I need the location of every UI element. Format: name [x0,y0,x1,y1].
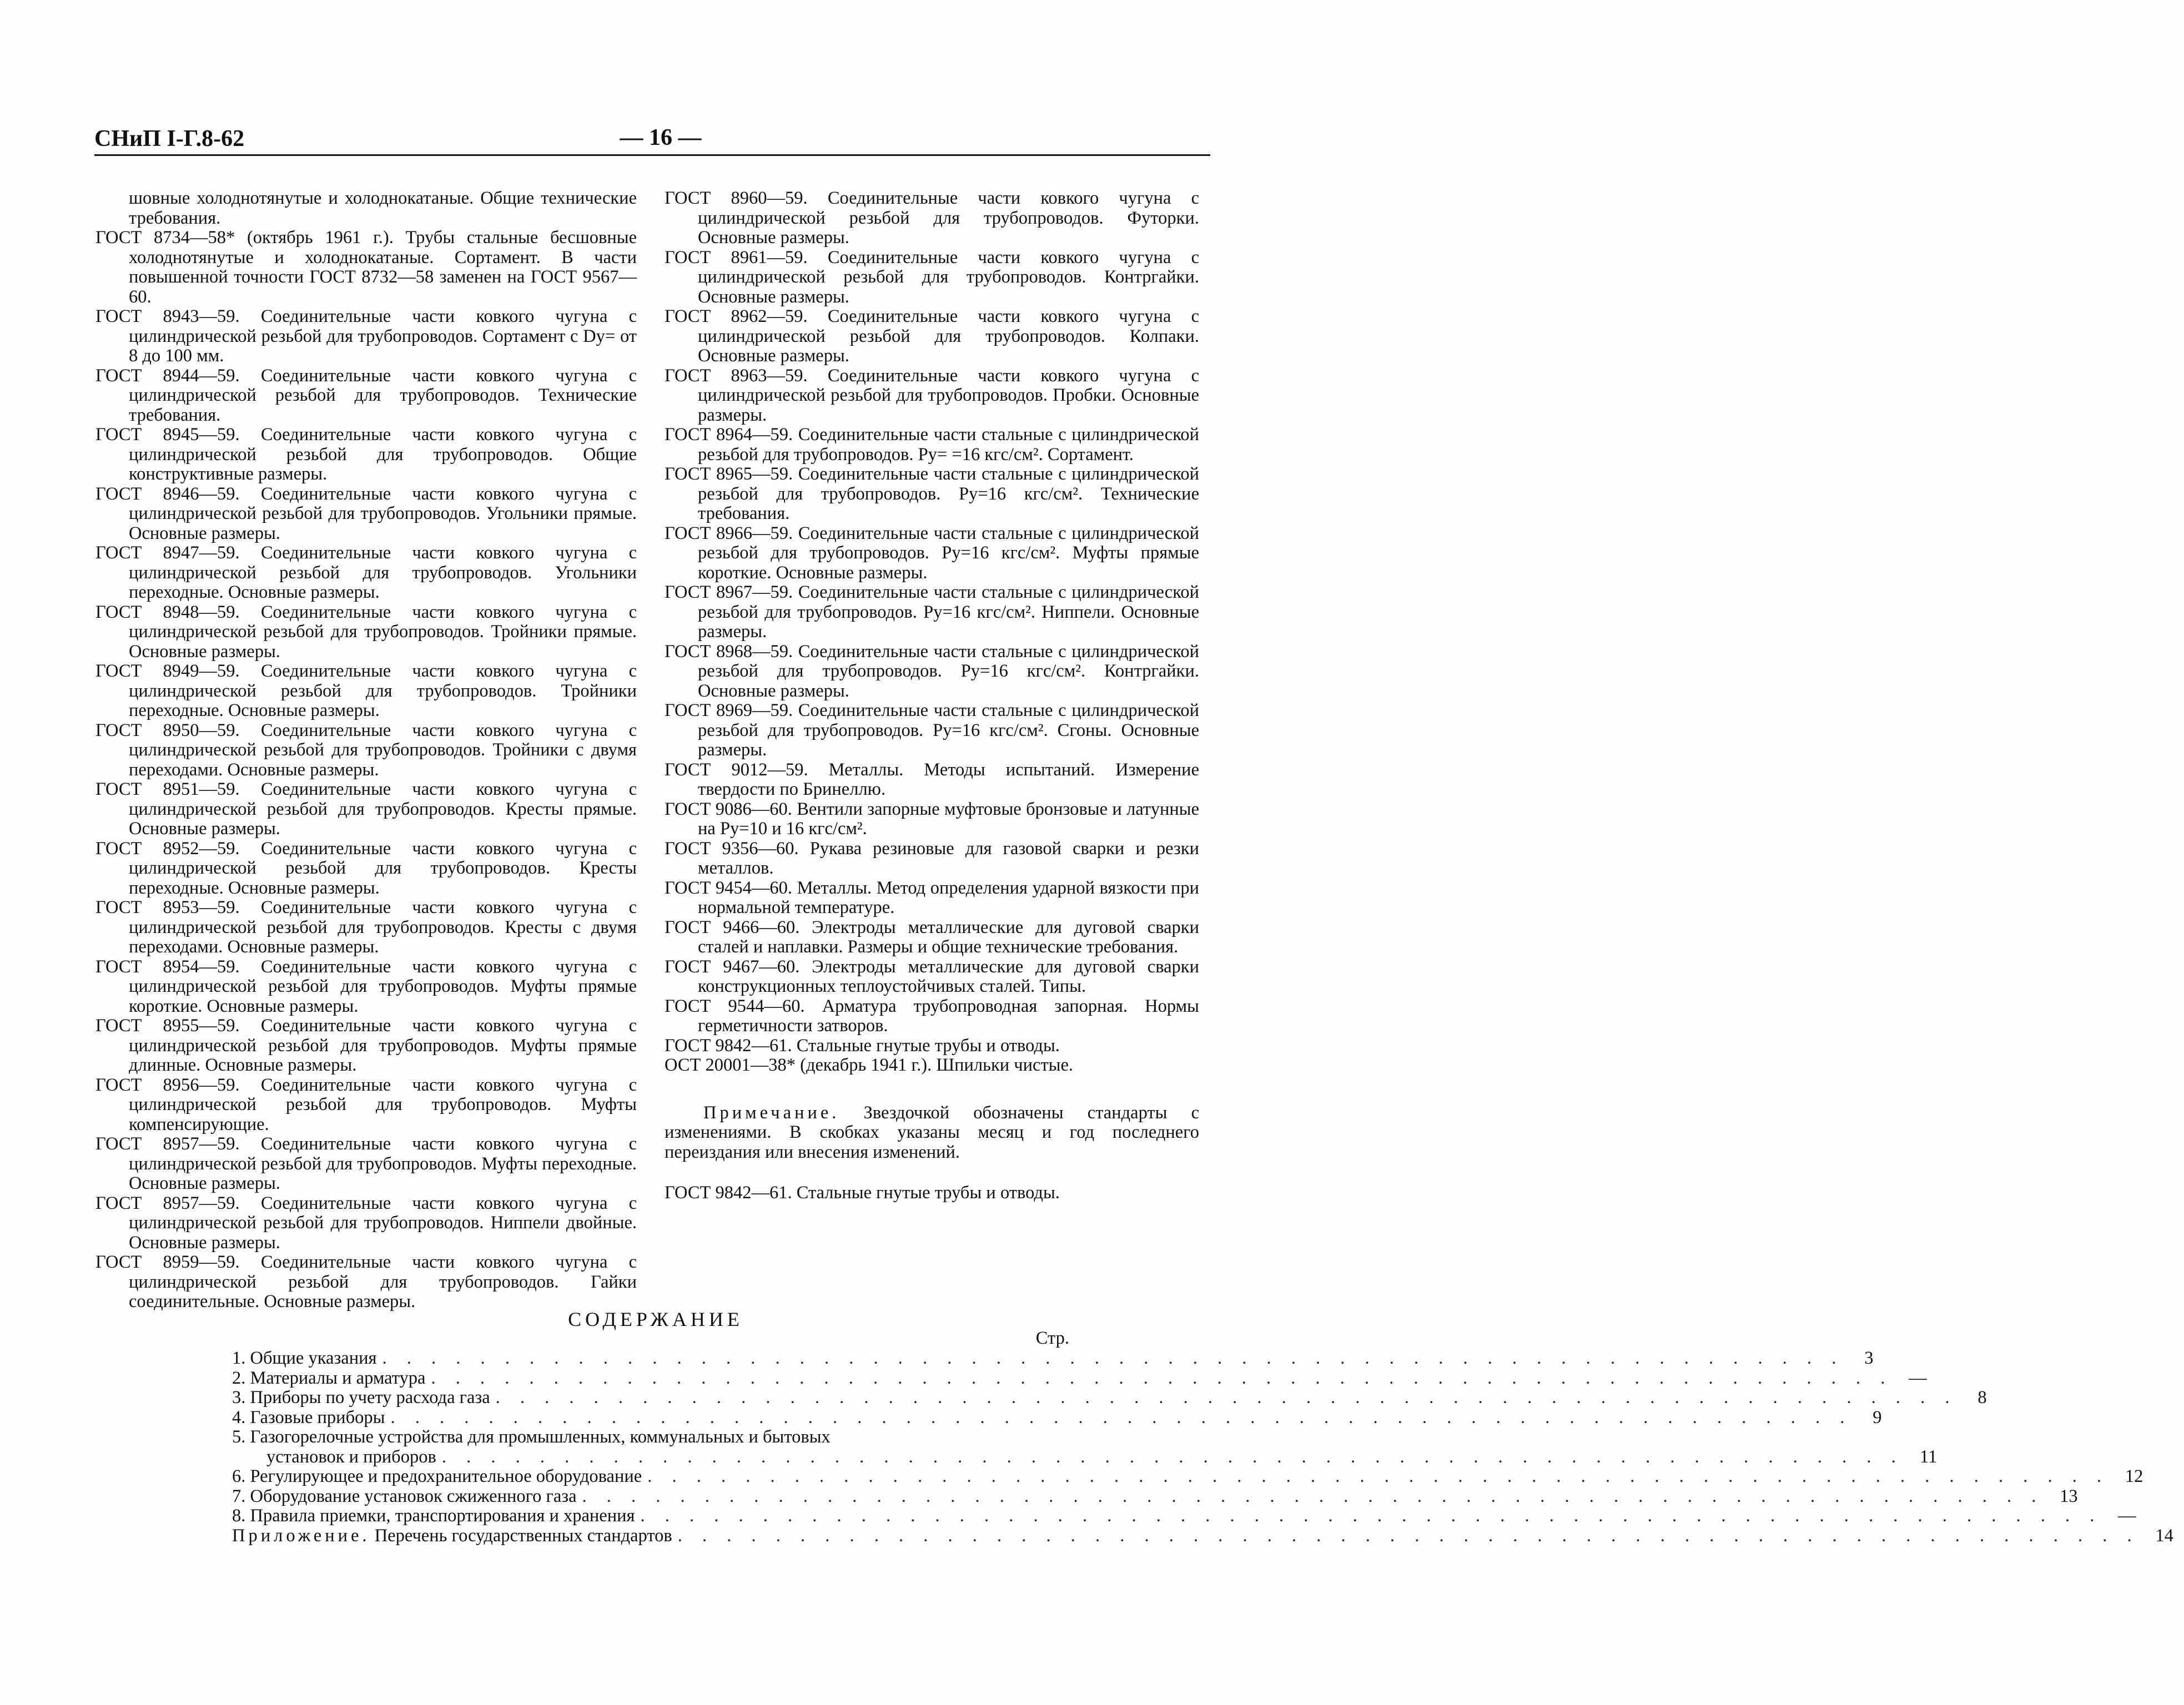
standard-entry: ГОСТ 8951—59. Соединительные части ковкого чугуна с цилиндрической резьбой для трубопроводов. Кресты прямые. Основные размеры. [95,779,637,839]
toc-item-text: Перечень государственных стандартов [370,1525,672,1546]
standard-entry: ГОСТ 8950—59. Соединительные части ковкого чугуна с цилиндрической резьбой для трубопроводов. Тройники с двумя переходами. Основные размеры. [95,720,637,780]
standard-entry: ГОСТ 8943—59. Соединительные части ковкого чугуна с цилиндрической резьбой для трубопроводов. Сортамент с Dy= от 8 до 100 мм. [95,306,637,366]
toc-item-label: 5. Газогорелочные устройства для промышленных, коммунальных и бытовых [232,1427,831,1447]
standard-entry: ГОСТ 8955—59. Соединительные части ковкого чугуна с цилиндрической резьбой для трубопроводов. Муфты прямые длинные. Основные размеры. [95,1016,637,1075]
standard-entry: ГОСТ 8949—59. Соединительные части ковкого чугуна с цилиндрической резьбой для трубопроводов. Тройники переходные. Основные размеры. [95,661,637,720]
toc-item [232,1388,1987,1408]
toc-leader-dots: . . . . . . . . . . . . . . . . . . . . . . . . . . . . . . . . . . . . . . . . . . . . . . . . . . . . . . . . . . . . [677,1525,2140,1546]
standard-entry-repeated: ГОСТ 9842—61. Стальные гнутые трубы и отводы. [665,1183,1060,1203]
document-code: СНиП I-Г.8-62 [94,126,245,152]
toc-item [232,1427,1938,1467]
toc-item-page: 12 [2125,1466,2143,1486]
standard-entry: ГОСТ 8945—59. Соединительные части ковкого чугуна с цилиндрической резьбой для трубопроводов. Общие конструктивные размеры. [95,425,637,484]
toc-item-label [232,1349,376,1369]
standard-entry: ГОСТ 9454—60. Металлы. Метод определения ударной вязкости при нормальной температуре. [665,877,1199,917]
note-paragraph [665,1103,1199,1163]
toc-item-page: — [2118,1506,2136,1526]
toc-leader-dots: . . . . . . . . . . . . . . . . . . . . . . . . . . . . . . . . . . . . . . . . . . . . . . . . . . . . . . . . . . . . [495,1388,1957,1408]
note-text: Звездочкой обозначены стандарты с изменениями. В скобках указаны месяц и год последнего переиздания или внесения изменений. [665,1102,1199,1162]
toc-item-label [232,1408,385,1428]
standard-entry: ГОСТ 8966—59. Соединительные части стальные с цилиндрической резьбой для трубопроводов. Py=16 кгс/см². Муфты прямые короткие. Основные размеры. [665,523,1199,583]
toc-title: СОДЕРЖАНИЕ [568,1308,743,1330]
standard-entry: ГОСТ 8959—59. Соединительные части ковкого чугуна с цилиндрической резьбой для трубопроводов. Гайки соединительные. Основные размеры. [95,1252,637,1311]
toc-item [232,1506,2136,1526]
standard-entry: ГОСТ 9467—60. Электроды металлические для дуговой сварки конструкционных теплоустойчивых сталей. Типы. [665,956,1199,996]
standard-entry: ГОСТ 8965—59. Соединительные части стальные с цилиндрической резьбой для трубопроводов. Py=16 кгс/см². Технические требования. [665,464,1199,523]
toc-leader-dots: . . . . . . . . . . . . . . . . . . . . . . . . . . . . . . . . . . . . . . . . . . . . . . . . . . . . . . . . . . . . [640,1506,2102,1526]
toc-items [232,1348,2173,1546]
note-label: Примечание. [703,1102,840,1123]
toc-item-label [232,1369,425,1389]
toc-appendix-label: Приложение. [232,1525,370,1546]
right-column [665,189,1199,1203]
standard-entry: ГОСТ 8956—59. Соединительные части ковкого чугуна с цилиндрической резьбой для трубопроводов. Муфты компенсирующие. [95,1075,637,1134]
toc-leader-dots: . . . . . . . . . . . . . . . . . . . . . . . . . . . . . . . . . . . . . . . . . . . . . . . . . . . . . . . . . . . . [441,1446,1904,1467]
standard-entry: ГОСТ 8969—59. Соединительные части стальные с цилиндрической резьбой для трубопроводов. Py=16 кгс/см². Сгоны. Основные размеры. [665,700,1199,760]
toc-item-text: 7. Оборудование установок сжиженного газа [232,1486,577,1506]
standard-entry: ГОСТ 8734—58* (октябрь 1961 г.). Трубы стальные бесшовные холоднотянутые и холоднокатаные. Сортамент. В части повышенной точности ГОСТ 8732—58 заменен на ГОСТ 9567—60. [95,228,637,307]
standard-entry: ГОСТ 8952—59. Соединительные части ковкого чугуна с цилиндрической резьбой для трубопроводов. Кресты переходные. Основные размеры. [95,838,637,898]
toc-leader-dots: . . . . . . . . . . . . . . . . . . . . . . . . . . . . . . . . . . . . . . . . . . . . . . . . . . . . . . . . . . . . [382,1348,1844,1368]
toc-item-text: 1. Общие указания [232,1348,377,1368]
standard-entry: ГОСТ 8957—59. Соединительные части ковкого чугуна с цилиндрической резьбой для трубопроводов. Ниппели двойные. Основные размеры. [95,1193,637,1253]
standard-entry: ГОСТ 9544—60. Арматура трубопроводная запорная. Нормы герметичности затворов. [665,996,1199,1036]
standard-entry: ГОСТ 8962—59. Соединительные части ковкого чугуна с цилиндрической резьбой для трубопроводов. Колпаки. Основные размеры. [665,306,1199,366]
toc-item [232,1368,1927,1389]
toc-item-text: 4. Газовые приборы [232,1407,385,1427]
standard-entry: ГОСТ 8967—59. Соединительные части стальные с цилиндрической резьбой для трубопроводов. Py=16 кгс/см². Ниппели. Основные размеры. [665,582,1199,642]
standard-entry: ГОСТ 9086—60. Вентили запорные муфтовые бронзовые и латунные на Py=10 и 16 кгс/см². [665,799,1199,839]
toc-item-label [232,1388,490,1408]
standard-entry: ГОСТ 8953—59. Соединительные части ковкого чугуна с цилиндрической резьбой для трубопроводов. Кресты с двумя переходами. Основные размеры. [95,897,637,957]
standard-entry: ГОСТ 8968—59. Соединительные части стальные с цилиндрической резьбой для трубопроводов. Py=16 кгс/см². Контргайки. Основные размеры. [665,641,1199,701]
standard-entry: ГОСТ 9012—59. Металлы. Методы испытаний. Измерение твердости по Бринеллю. [665,759,1199,799]
standard-entry: шовные холоднотянутые и холоднокатаные. Общие технические требования. [129,188,637,228]
toc-item-label [232,1467,642,1487]
standard-entry: ОСТ 20001—38* (декабрь 1941 г.). Шпильки чистые. [665,1055,1074,1075]
toc-page-header: Стр. [1035,1328,1069,1348]
standard-entry: ГОСТ 8948—59. Соединительные части ковкого чугуна с цилиндрической резьбой для трубопроводов. Тройники прямые. Основные размеры. [95,602,637,662]
standard-entry: ГОСТ 8946—59. Соединительные части ковкого чугуна с цилиндрической резьбой для трубопроводов. Угольники прямые. Основные размеры. [95,483,637,543]
standard-entry: ГОСТ 8954—59. Соединительные части ковкого чугуна с цилиндрической резьбой для трубопроводов. Муфты прямые короткие. Основные размеры. [95,956,637,1016]
toc-leader-dots: . . . . . . . . . . . . . . . . . . . . . . . . . . . . . . . . . . . . . . . . . . . . . . . . . . . . . . . . . . . . [647,1466,2110,1486]
toc-item-text: 3. Приборы по учету расхода газа [232,1388,490,1408]
toc-item [232,1348,1874,1369]
toc-item-label-cont: установок и приборов [266,1446,436,1467]
toc-item-text: 2. Материалы и арматура [232,1368,426,1388]
standard-entry: ГОСТ 8957—59. Соединительные части ковкого чугуна с цилиндрической резьбой для трубопроводов. Муфты переходные. Основные размеры. [95,1134,637,1193]
toc-item-text: 8. Правила приемки, транспортирования и хранения [232,1506,635,1526]
standard-entry: ГОСТ 9842—61. Стальные гнутые трубы и отводы. [665,1035,1060,1056]
toc-item-page: 11 [1920,1446,1938,1467]
toc-leader-dots: . . . . . . . . . . . . . . . . . . . . . . . . . . . . . . . . . . . . . . . . . . . . . . . . . . . . . . . . . . . . [582,1486,2044,1506]
standard-entry: ГОСТ 9356—60. Рукава резиновые для газовой сварки и резки металлов. [665,838,1199,878]
toc-item-label [232,1526,672,1546]
toc-item [232,1466,2143,1487]
toc-leader-dots: . . . . . . . . . . . . . . . . . . . . . . . . . . . . . . . . . . . . . . . . . . . . . . . . . . . . . . . . . . . . [390,1407,1853,1427]
toc-item [232,1407,1882,1428]
left-column [95,189,637,1312]
toc-leader-dots: . . . . . . . . . . . . . . . . . . . . . . . . . . . . . . . . . . . . . . . . . . . . . . . . . . . . . . . . . . . . [431,1368,1893,1388]
toc-item-page: 8 [1977,1388,1987,1408]
standard-entry: ГОСТ 9466—60. Электроды металлические для дуговой сварки сталей и наплавки. Размеры и общие технические требования. [665,917,1199,957]
toc-item-label [232,1506,635,1526]
page-header [94,123,1210,156]
toc-item [232,1525,2173,1546]
table-of-contents [232,1326,2173,1546]
standard-entry: ГОСТ 8947—59. Соединительные части ковкого чугуна с цилиндрической резьбой для трубопроводов. Угольники переходные. Основные размеры. [95,543,637,602]
toc-item-page: 9 [1873,1407,1882,1427]
standard-entry: ГОСТ 8963—59. Соединительные части ковкого чугуна с цилиндрической резьбой для трубопроводов. Пробки. Основные размеры. [665,365,1199,425]
toc-item-page: 13 [2060,1486,2078,1506]
toc-item-page: — [1909,1368,1927,1388]
toc-item [232,1486,2078,1507]
standard-entry: ГОСТ 8964—59. Соединительные части стальные с цилиндрической резьбой для трубопроводов. Py= =16 кгс/см². Сортамент. [665,425,1199,465]
standard-entry: ГОСТ 8961—59. Соединительные части ковкого чугуна с цилиндрической резьбой для трубопроводов. Контргайки. Основные размеры. [665,247,1199,307]
standard-entry: ГОСТ 8960—59. Соединительные части ковкого чугуна с цилиндрической резьбой для трубопроводов. Футорки. Основные размеры. [665,188,1199,248]
toc-item-page: 3 [1864,1348,1874,1368]
standard-entry: ГОСТ 8944—59. Соединительные части ковкого чугуна с цилиндрической резьбой для трубопроводов. Технические требования. [95,365,637,425]
right-column-entries [665,189,1199,1076]
toc-item-page: 14 [2155,1525,2173,1546]
toc-item-label [232,1487,577,1507]
page-number: — 16 — [620,125,702,150]
toc-item-text: 6. Регулирующее и предохранительное оборудование [232,1466,642,1486]
